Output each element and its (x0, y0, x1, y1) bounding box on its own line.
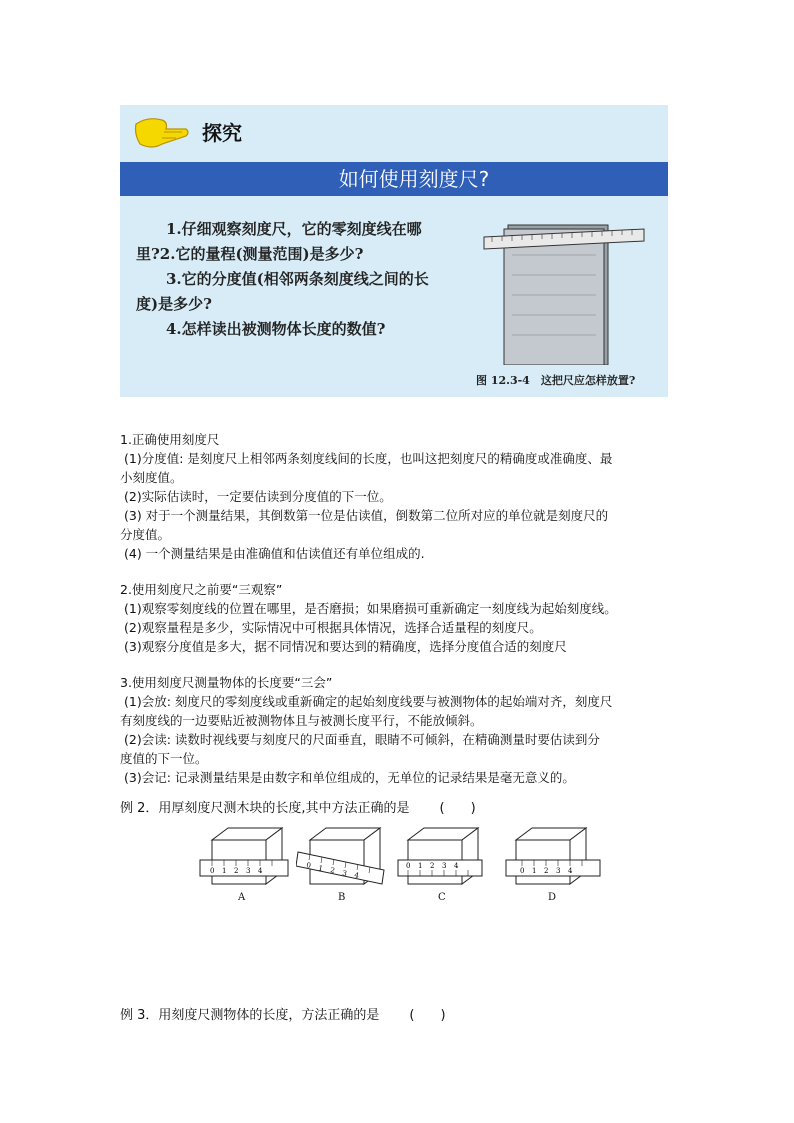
note-line: (3) 对于一个测量结果，其倒数第一位是估读值，倒数第二位所对应的单位就是刻度尺的 (124, 508, 609, 523)
tick-label: 2 (544, 867, 549, 875)
explore-header (120, 105, 668, 160)
tick-label: 4 (454, 862, 459, 870)
tick-label: 3 (556, 867, 561, 875)
tick-label: 4 (568, 867, 573, 875)
note-line: (1)会放: 刻度尺的零刻度线或重新确定的起始刻度线要与被测物体的起始端对齐，刻度尺 (124, 694, 613, 709)
figure-letter-b: B (338, 892, 346, 903)
note-line: 度值的下一位。 (120, 751, 208, 766)
figure-letter-d: D (548, 892, 557, 903)
question-line: 3.它的分度值(相邻两条刻度线之间的长 (166, 270, 429, 288)
question-line: 4.怎样读出被测物体长度的数值? (166, 320, 386, 338)
note-line: (4) 一个测量结果是由准确值和估读值还有单位组成的. (124, 546, 425, 561)
ruler-figure-c (394, 826, 486, 890)
tick-label: 2 (329, 866, 336, 875)
note-line: (3)观察分度值是多大，据不同情况和要达到的精确度，选择分度值合适的刻度尺 (124, 639, 567, 654)
ruler-figure-b (296, 826, 388, 890)
ruler-figures (190, 826, 610, 916)
tick-label: 0 (210, 867, 215, 875)
note-line: (3)会记: 记录测量结果是由数字和单位组成的，无单位的记录结果是毫无意义的。 (124, 770, 575, 785)
note-line: (1)分度值: 是刻度尺上相邻两条刻度线间的长度，也叫这把刻度尺的精确度或准确度、最 (124, 451, 613, 466)
figure-letter-c: C (438, 892, 446, 903)
note-line: (2)观察量程是多少，实际情况中可根据具体情况，选择合适量程的刻度尺。 (124, 620, 542, 635)
tick-label: 3 (442, 862, 447, 870)
example-2-text: 例 2．用厚刻度尺测木块的长度,其中方法正确的是 (120, 801, 410, 816)
note-line: (1)观察零刻度线的位置在哪里，是否磨损；如果磨损可重新确定一刻度线为起始刻度线。 (124, 601, 617, 616)
example-3 (120, 1004, 446, 1023)
question-line: 1.仔细观察刻度尺，它的零刻度线在哪 (166, 220, 422, 238)
tick-label: 1 (317, 864, 324, 873)
tick-label: 4 (258, 867, 263, 875)
tick-label: 0 (406, 862, 411, 870)
tick-label: 3 (246, 867, 251, 875)
tick-label: 2 (430, 862, 435, 870)
tick-label: 1 (222, 867, 227, 875)
tick-label: 1 (418, 862, 423, 870)
ruler-figure-d (502, 826, 602, 890)
section-heading: 1.正确使用刻度尺 (120, 432, 220, 447)
section-heading: 2.使用刻度尺之前要“三观察” (120, 582, 283, 597)
figure-caption: 图 12.3-4 这把尺应怎样放置? (476, 374, 636, 387)
question-list (136, 217, 451, 342)
question-line: 度)是多少? (136, 295, 212, 313)
note-line: 有刻度线的一边要贴近被测物体且与被测长度平行，不能放倾斜。 (120, 713, 483, 728)
notes (120, 430, 680, 787)
note-line: 小刻度值。 (120, 470, 183, 485)
pointing-hand-icon (132, 114, 192, 152)
tick-label: 3 (341, 869, 348, 878)
explore-panel (120, 105, 668, 397)
answer-blank: ( ) (439, 801, 476, 816)
note-line: (2)会读: 读数时视线要与刻度尺的尺面垂直，眼睛不可倾斜，在精确测量时要估读到分 (124, 732, 600, 747)
explore-label: 探究 (202, 121, 242, 145)
tick-label: 1 (532, 867, 537, 875)
tick-label: 0 (305, 861, 312, 870)
explore-title: 如何使用刻度尺? (120, 162, 668, 196)
note-line: 分度值。 (120, 527, 171, 542)
answer-blank: ( ) (409, 1008, 446, 1023)
tick-label: 4 (353, 871, 360, 880)
example-3-text: 例 3．用刻度尺测物体的长度，方法正确的是 (120, 1008, 380, 1023)
book-ruler-illustration (478, 215, 650, 365)
question-line: 里?2.它的量程(测量范围)是多少? (136, 245, 364, 263)
section-heading: 3.使用刻度尺测量物体的长度要“三会” (120, 675, 333, 690)
tick-label: 2 (234, 867, 239, 875)
figure-letter-a: A (238, 892, 246, 903)
tick-label: 0 (520, 867, 525, 875)
example-2 (120, 797, 476, 816)
note-line: (2)实际估读时，一定要估读到分度值的下一位。 (124, 489, 392, 504)
ruler-figure-a (198, 826, 290, 890)
